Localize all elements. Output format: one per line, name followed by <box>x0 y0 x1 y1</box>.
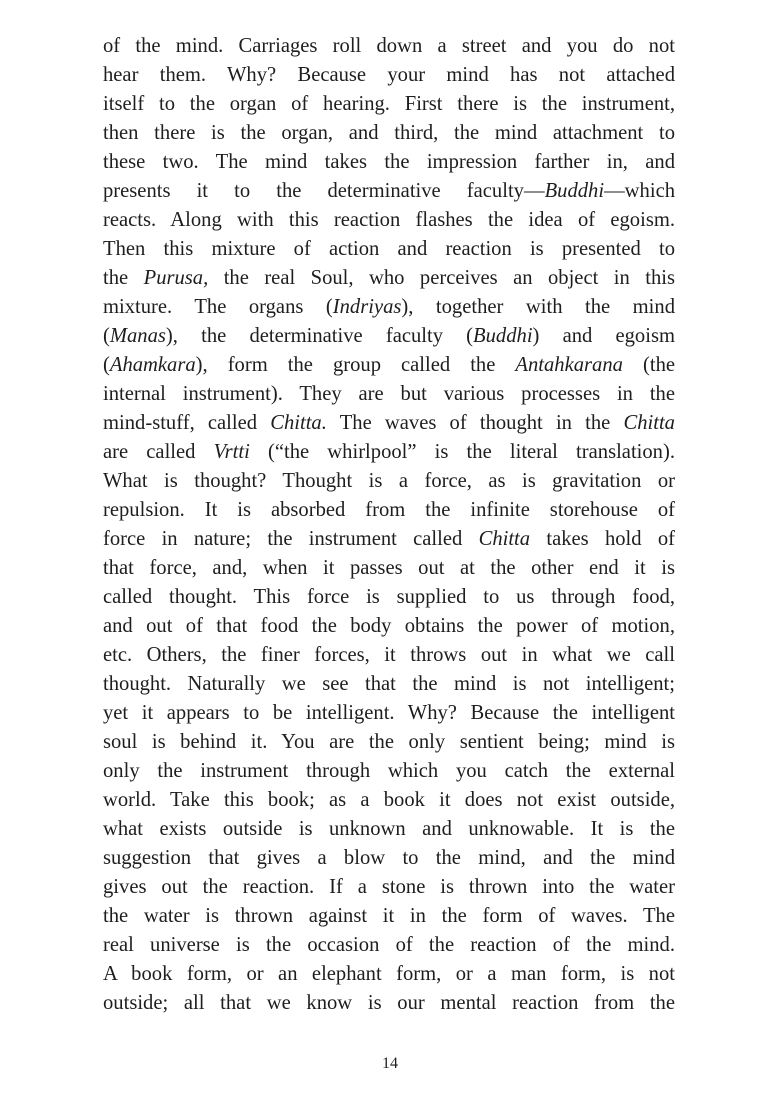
text-line <box>103 496 675 525</box>
text-line <box>103 322 675 351</box>
text-line <box>103 902 675 931</box>
text-line <box>103 525 675 554</box>
text-line <box>103 612 675 641</box>
italic-term: Ahamkara <box>109 354 196 376</box>
text-line <box>103 61 675 90</box>
text-run: etc. Others, the finer forces, it throws out in what we call <box>103 644 675 666</box>
text-run: only the instrument through which you catch the external <box>103 760 675 782</box>
text-run: what exists outside is unknown and unknowable. It is the <box>103 818 675 840</box>
text-run: reacts. Along with this reaction flashes the idea of egoism. <box>103 209 675 231</box>
italic-term: Buddhi <box>544 180 605 202</box>
text-line <box>103 90 675 119</box>
text-run: yet it appears to be intelligent. Why? Because the intelligent <box>103 702 675 724</box>
text-line <box>103 583 675 612</box>
text-run: thought. Naturally we see that the mind is not intelligent; <box>103 673 675 695</box>
text-line <box>103 438 675 467</box>
text-run: these two. The mind takes the impression farther in, and <box>103 151 675 173</box>
italic-term: Manas <box>109 325 166 347</box>
text-run: mixture. The organs ( <box>103 296 333 318</box>
text-run: ), together with the mind <box>401 296 675 318</box>
text-line <box>103 757 675 786</box>
text-run: (the <box>622 354 675 376</box>
text-run: and out of that food the body obtains the power of motion, <box>103 615 675 637</box>
text-run: presents it to the determinative faculty— <box>103 180 545 202</box>
text-run: ), the determinative faculty ( <box>165 325 474 347</box>
text-line <box>103 960 675 989</box>
text-run: then there is the organ, and third, the mind attachment to <box>103 122 675 144</box>
text-run: force in nature; the instrument called <box>103 528 479 550</box>
text-run: real universe is the occasion of the reaction of the mind. <box>103 934 675 956</box>
text-line <box>103 409 675 438</box>
text-line <box>103 293 675 322</box>
text-run: takes hold of <box>530 528 675 550</box>
text-line <box>103 873 675 902</box>
text-run: of the mind. Carriages roll down a street and you do not <box>103 35 675 57</box>
text-run: suggestion that gives a blow to the mind, and the mind <box>103 847 675 869</box>
italic-term: Antahkarana <box>515 354 623 376</box>
text-run: ) and egoism <box>532 325 675 347</box>
text-run: outside; all that we know is our mental reaction from the <box>103 992 675 1014</box>
text-run: The waves of thought in the <box>326 412 624 434</box>
text-run: that force, and, when it passes out at the other end it is <box>103 557 675 579</box>
italic-term: Chitta. <box>270 412 327 434</box>
text-run: —which <box>604 180 675 202</box>
text-line <box>103 32 675 61</box>
text-run: What is thought? Thought is a force, as is gravitation or <box>103 470 675 492</box>
text-line <box>103 786 675 815</box>
text-line <box>103 728 675 757</box>
text-run: are called <box>103 441 214 463</box>
text-line <box>103 380 675 409</box>
italic-term: Chitta <box>623 412 675 434</box>
text-line <box>103 148 675 177</box>
text-run: gives out the reaction. If a stone is thrown into the water <box>103 876 675 898</box>
text-line <box>103 641 675 670</box>
text-line <box>103 177 675 206</box>
text-line <box>103 264 675 293</box>
text-run: the <box>103 267 144 289</box>
text-run: ( <box>103 354 110 376</box>
text-run: A book form, or an elephant form, or a man form, is not <box>103 963 675 985</box>
text-run: repulsion. It is absorbed from the infinite storehouse of <box>103 499 675 521</box>
text-run: internal instrument). They are but various processes in the <box>103 383 675 405</box>
italic-term: Chitta <box>478 528 531 550</box>
text-run: ( <box>103 325 110 347</box>
text-line <box>103 844 675 873</box>
text-run: (“the whirlpool” is the literal translation). <box>249 441 675 463</box>
text-line <box>103 119 675 148</box>
text-run: world. Take this book; as a book it does not exist outside, <box>103 789 675 811</box>
text-line <box>103 206 675 235</box>
text-run: ), form the group called the <box>195 354 516 376</box>
text-run: Then this mixture of action and reaction is presented to <box>103 238 675 260</box>
text-line <box>103 235 675 264</box>
text-line <box>103 351 675 380</box>
text-run: mind-stuff, called <box>103 412 271 434</box>
text-line <box>103 815 675 844</box>
text-line <box>103 931 675 960</box>
text-run: hear them. Why? Because your mind has not attached <box>103 64 675 86</box>
italic-term: Buddhi <box>473 325 533 347</box>
text-line <box>103 670 675 699</box>
italic-term: Purusa, <box>143 267 209 289</box>
text-line <box>103 989 675 1018</box>
body-text <box>103 32 675 1018</box>
text-line <box>103 699 675 728</box>
italic-term: Indriyas <box>332 296 402 318</box>
text-run: soul is behind it. You are the only sentient being; mind is <box>103 731 675 753</box>
text-run: the water is thrown against it in the form of waves. The <box>103 905 675 927</box>
text-run: called thought. This force is supplied to us through food, <box>103 586 675 608</box>
text-line <box>103 554 675 583</box>
text-run: itself to the organ of hearing. First there is the instrument, <box>103 93 675 115</box>
italic-term: Vrtti <box>213 441 250 463</box>
page-number: 14 <box>382 1055 398 1072</box>
text-line <box>103 467 675 496</box>
text-run: the real Soul, who perceives an object in this <box>208 267 675 289</box>
